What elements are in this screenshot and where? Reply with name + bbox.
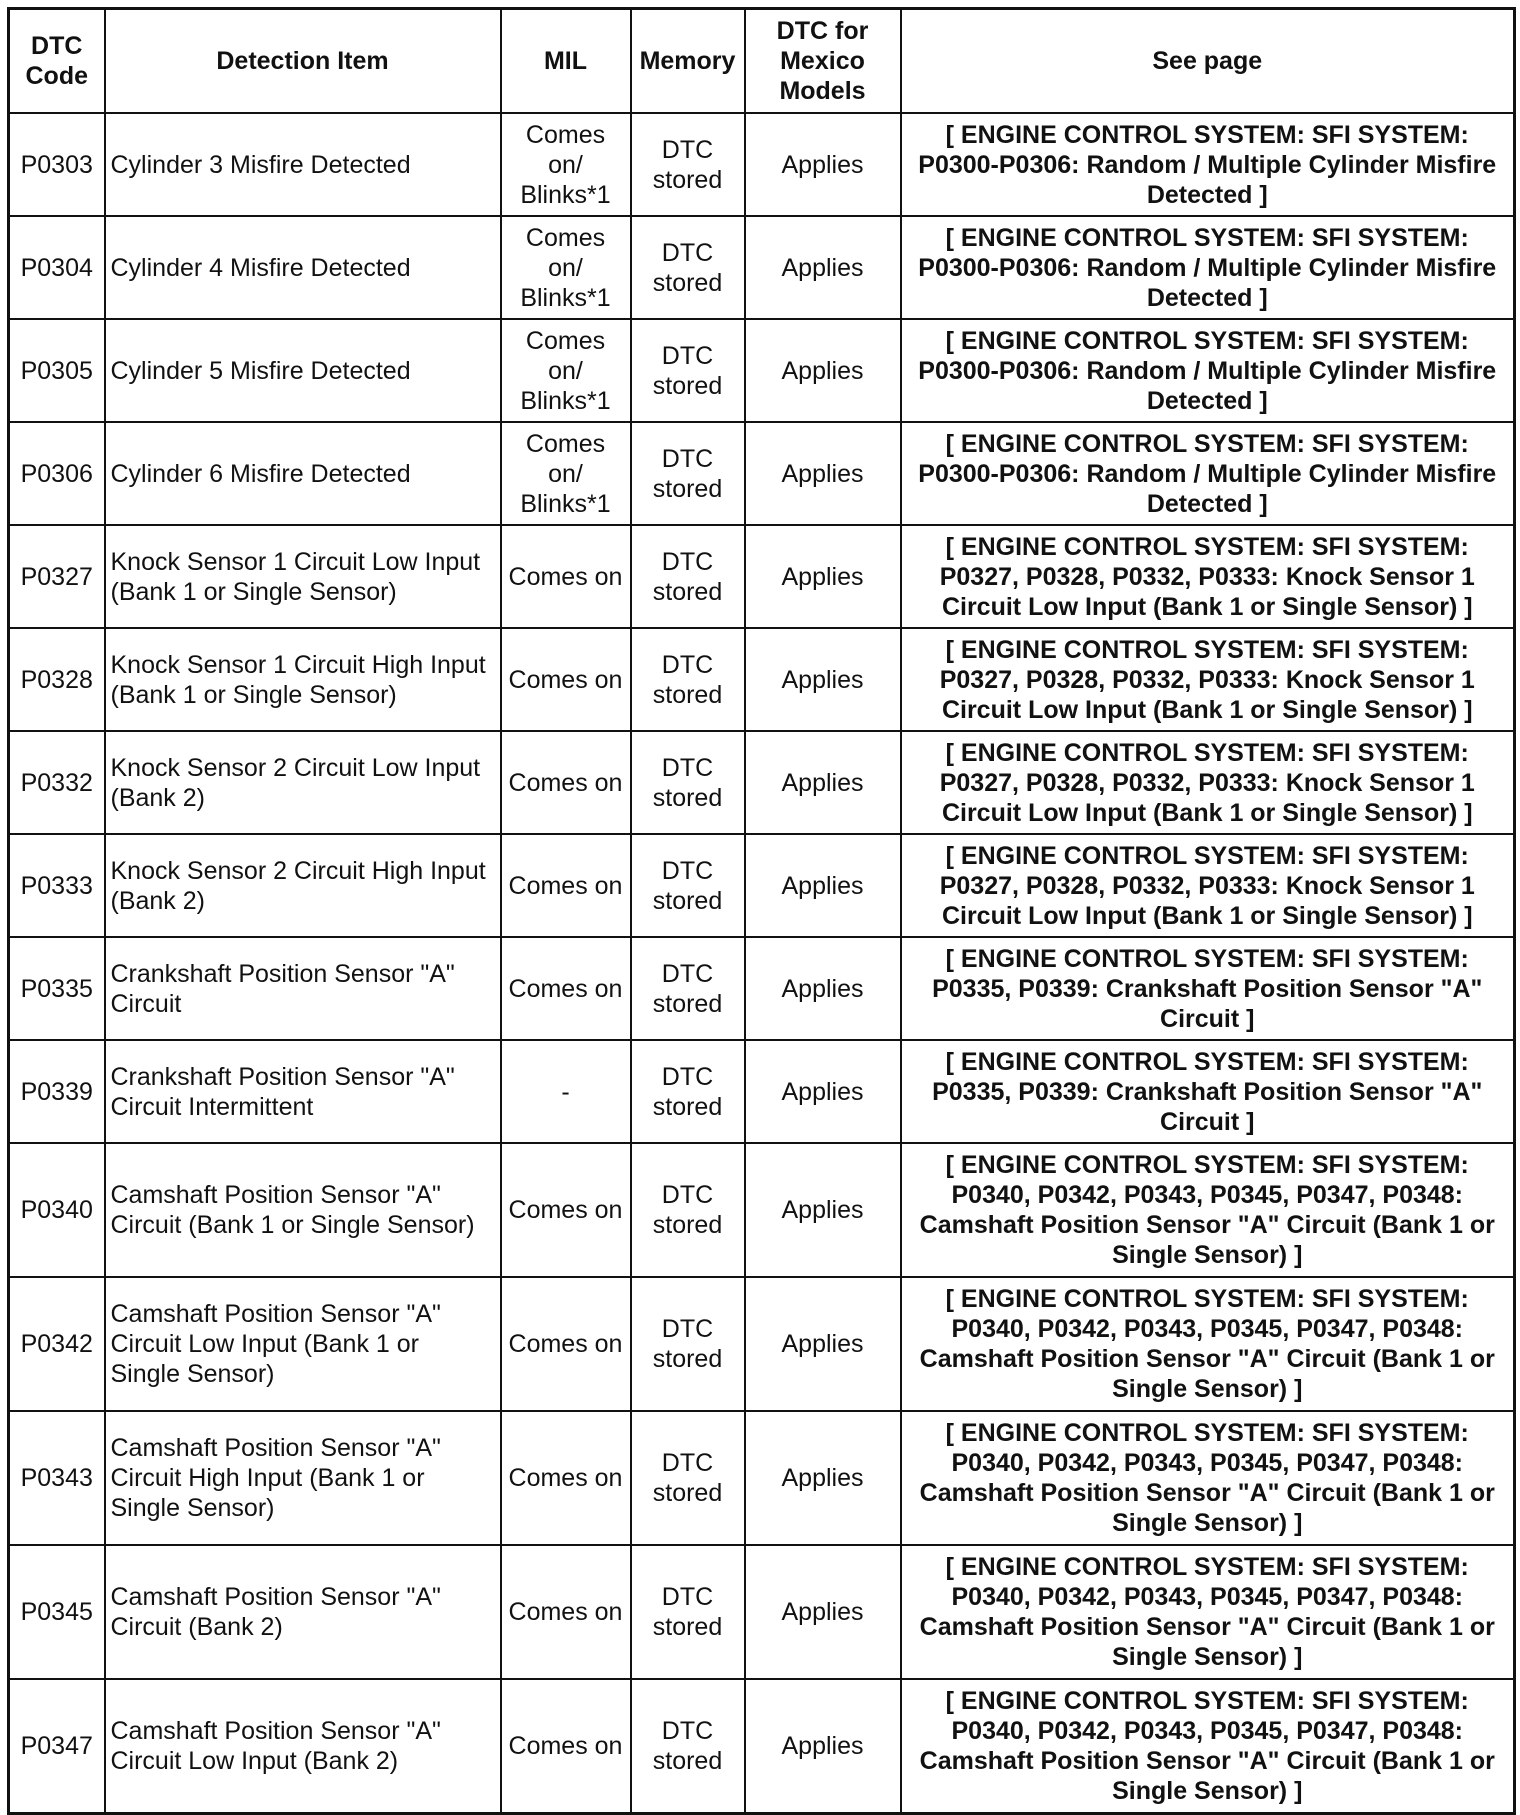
cell-mil: Comes on [501, 628, 631, 731]
cell-detection-item: Camshaft Position Sensor "A" Circuit Low Input (Bank 1 or Single Sensor) [105, 1277, 501, 1411]
cell-memory: DTC stored [631, 525, 745, 628]
header-row [9, 9, 1515, 114]
table-row [9, 628, 1515, 731]
header-mexico-models: DTC for Mexico Models [745, 9, 901, 114]
cell-detection-item: Cylinder 6 Misfire Detected [105, 422, 501, 525]
cell-detection-item: Camshaft Position Sensor "A" Circuit Low Input (Bank 2) [105, 1679, 501, 1814]
header-see-page: See page [901, 9, 1515, 114]
table-row [9, 1545, 1515, 1679]
cell-mexico-models: Applies [745, 113, 901, 216]
cell-detection-item: Cylinder 4 Misfire Detected [105, 216, 501, 319]
table-row [9, 1411, 1515, 1545]
cell-dtc-code: P0347 [9, 1679, 105, 1814]
cell-mexico-models: Applies [745, 731, 901, 834]
cell-mexico-models: Applies [745, 834, 901, 937]
cell-mexico-models: Applies [745, 216, 901, 319]
cell-mexico-models: Applies [745, 1545, 901, 1679]
cell-see-page: [ ENGINE CONTROL SYSTEM: SFI SYSTEM: P0327, P0328, P0332, P0333: Knock Sensor 1 Circuit Low Input (Bank 1 or Single Sensor) ] [901, 731, 1515, 834]
cell-dtc-code: P0343 [9, 1411, 105, 1545]
cell-mil: Comes on/ Blinks*1 [501, 319, 631, 422]
cell-mexico-models: Applies [745, 1040, 901, 1143]
cell-see-page: [ ENGINE CONTROL SYSTEM: SFI SYSTEM: P0300-P0306: Random / Multiple Cylinder Misfire Detected ] [901, 216, 1515, 319]
cell-mil: Comes on [501, 1277, 631, 1411]
table-row [9, 1679, 1515, 1814]
cell-mexico-models: Applies [745, 422, 901, 525]
cell-mil: Comes on/ Blinks*1 [501, 216, 631, 319]
cell-mexico-models: Applies [745, 1277, 901, 1411]
cell-mil: Comes on [501, 1679, 631, 1814]
table-row [9, 1143, 1515, 1277]
cell-mexico-models: Applies [745, 628, 901, 731]
cell-detection-item: Crankshaft Position Sensor "A" Circuit Intermittent [105, 1040, 501, 1143]
cell-detection-item: Camshaft Position Sensor "A" Circuit (Bank 2) [105, 1545, 501, 1679]
cell-memory: DTC stored [631, 628, 745, 731]
cell-memory: DTC stored [631, 937, 745, 1040]
header-detection-item: Detection Item [105, 9, 501, 114]
cell-see-page: [ ENGINE CONTROL SYSTEM: SFI SYSTEM: P0340, P0342, P0343, P0345, P0347, P0348: Camshaft Position Sensor "A" Circuit (Bank 1 or Single Sensor) ] [901, 1143, 1515, 1277]
cell-memory: DTC stored [631, 216, 745, 319]
cell-detection-item: Cylinder 5 Misfire Detected [105, 319, 501, 422]
cell-dtc-code: P0345 [9, 1545, 105, 1679]
cell-detection-item: Knock Sensor 1 Circuit Low Input (Bank 1 or Single Sensor) [105, 525, 501, 628]
cell-mil: - [501, 1040, 631, 1143]
cell-see-page: [ ENGINE CONTROL SYSTEM: SFI SYSTEM: P0340, P0342, P0343, P0345, P0347, P0348: Camshaft Position Sensor "A" Circuit (Bank 1 or Single Sensor) ] [901, 1545, 1515, 1679]
cell-detection-item: Knock Sensor 1 Circuit High Input (Bank 1 or Single Sensor) [105, 628, 501, 731]
cell-mil: Comes on/ Blinks*1 [501, 113, 631, 216]
cell-mexico-models: Applies [745, 1143, 901, 1277]
table-body [9, 113, 1515, 1814]
header-dtc-code: DTC Code [9, 9, 105, 114]
cell-dtc-code: P0335 [9, 937, 105, 1040]
cell-memory: DTC stored [631, 1545, 745, 1679]
cell-see-page: [ ENGINE CONTROL SYSTEM: SFI SYSTEM: P0340, P0342, P0343, P0345, P0347, P0348: Camshaft Position Sensor "A" Circuit (Bank 1 or Single Sensor) ] [901, 1411, 1515, 1545]
cell-see-page: [ ENGINE CONTROL SYSTEM: SFI SYSTEM: P0327, P0328, P0332, P0333: Knock Sensor 1 Circuit Low Input (Bank 1 or Single Sensor) ] [901, 628, 1515, 731]
table-row [9, 113, 1515, 216]
cell-memory: DTC stored [631, 1277, 745, 1411]
table-row [9, 525, 1515, 628]
cell-memory: DTC stored [631, 1679, 745, 1814]
cell-memory: DTC stored [631, 113, 745, 216]
cell-see-page: [ ENGINE CONTROL SYSTEM: SFI SYSTEM: P0335, P0339: Crankshaft Position Sensor "A" Circuit ] [901, 937, 1515, 1040]
table-header [9, 9, 1515, 114]
cell-mexico-models: Applies [745, 937, 901, 1040]
table-row [9, 834, 1515, 937]
cell-memory: DTC stored [631, 1411, 745, 1545]
cell-see-page: [ ENGINE CONTROL SYSTEM: SFI SYSTEM: P0300-P0306: Random / Multiple Cylinder Misfire Detected ] [901, 113, 1515, 216]
cell-memory: DTC stored [631, 1040, 745, 1143]
cell-mil: Comes on [501, 1411, 631, 1545]
cell-mexico-models: Applies [745, 525, 901, 628]
header-mil: MIL [501, 9, 631, 114]
cell-detection-item: Knock Sensor 2 Circuit Low Input (Bank 2) [105, 731, 501, 834]
cell-mexico-models: Applies [745, 1679, 901, 1814]
cell-mil: Comes on [501, 1143, 631, 1277]
dtc-table [7, 7, 1516, 1815]
cell-memory: DTC stored [631, 731, 745, 834]
cell-mil: Comes on [501, 1545, 631, 1679]
cell-mexico-models: Applies [745, 1411, 901, 1545]
cell-memory: DTC stored [631, 319, 745, 422]
cell-dtc-code: P0305 [9, 319, 105, 422]
table-row [9, 1040, 1515, 1143]
table-row [9, 422, 1515, 525]
cell-mexico-models: Applies [745, 319, 901, 422]
cell-memory: DTC stored [631, 834, 745, 937]
cell-dtc-code: P0303 [9, 113, 105, 216]
cell-detection-item: Crankshaft Position Sensor "A" Circuit [105, 937, 501, 1040]
cell-mil: Comes on [501, 834, 631, 937]
table-row [9, 731, 1515, 834]
cell-mil: Comes on [501, 525, 631, 628]
cell-see-page: [ ENGINE CONTROL SYSTEM: SFI SYSTEM: P0340, P0342, P0343, P0345, P0347, P0348: Camshaft Position Sensor "A" Circuit (Bank 1 or Single Sensor) ] [901, 1277, 1515, 1411]
cell-dtc-code: P0304 [9, 216, 105, 319]
cell-see-page: [ ENGINE CONTROL SYSTEM: SFI SYSTEM: P0300-P0306: Random / Multiple Cylinder Misfire Detected ] [901, 422, 1515, 525]
cell-mil: Comes on/ Blinks*1 [501, 422, 631, 525]
cell-dtc-code: P0339 [9, 1040, 105, 1143]
cell-detection-item: Camshaft Position Sensor "A" Circuit (Bank 1 or Single Sensor) [105, 1143, 501, 1277]
cell-memory: DTC stored [631, 422, 745, 525]
cell-detection-item: Camshaft Position Sensor "A" Circuit High Input (Bank 1 or Single Sensor) [105, 1411, 501, 1545]
table-row [9, 1277, 1515, 1411]
cell-dtc-code: P0327 [9, 525, 105, 628]
cell-see-page: [ ENGINE CONTROL SYSTEM: SFI SYSTEM: P0327, P0328, P0332, P0333: Knock Sensor 1 Circuit Low Input (Bank 1 or Single Sensor) ] [901, 525, 1515, 628]
cell-memory: DTC stored [631, 1143, 745, 1277]
cell-dtc-code: P0333 [9, 834, 105, 937]
cell-dtc-code: P0332 [9, 731, 105, 834]
table-row [9, 319, 1515, 422]
cell-detection-item: Cylinder 3 Misfire Detected [105, 113, 501, 216]
table-row [9, 937, 1515, 1040]
cell-dtc-code: P0342 [9, 1277, 105, 1411]
cell-see-page: [ ENGINE CONTROL SYSTEM: SFI SYSTEM: P0327, P0328, P0332, P0333: Knock Sensor 1 Circuit Low Input (Bank 1 or Single Sensor) ] [901, 834, 1515, 937]
cell-see-page: [ ENGINE CONTROL SYSTEM: SFI SYSTEM: P0300-P0306: Random / Multiple Cylinder Misfire Detected ] [901, 319, 1515, 422]
cell-dtc-code: P0328 [9, 628, 105, 731]
table-row [9, 216, 1515, 319]
cell-see-page: [ ENGINE CONTROL SYSTEM: SFI SYSTEM: P0340, P0342, P0343, P0345, P0347, P0348: Camshaft Position Sensor "A" Circuit (Bank 1 or Single Sensor) ] [901, 1679, 1515, 1814]
cell-see-page: [ ENGINE CONTROL SYSTEM: SFI SYSTEM: P0335, P0339: Crankshaft Position Sensor "A" Circuit ] [901, 1040, 1515, 1143]
cell-dtc-code: P0306 [9, 422, 105, 525]
cell-dtc-code: P0340 [9, 1143, 105, 1277]
cell-mil: Comes on [501, 731, 631, 834]
cell-mil: Comes on [501, 937, 631, 1040]
cell-detection-item: Knock Sensor 2 Circuit High Input (Bank 2) [105, 834, 501, 937]
header-memory: Memory [631, 9, 745, 114]
